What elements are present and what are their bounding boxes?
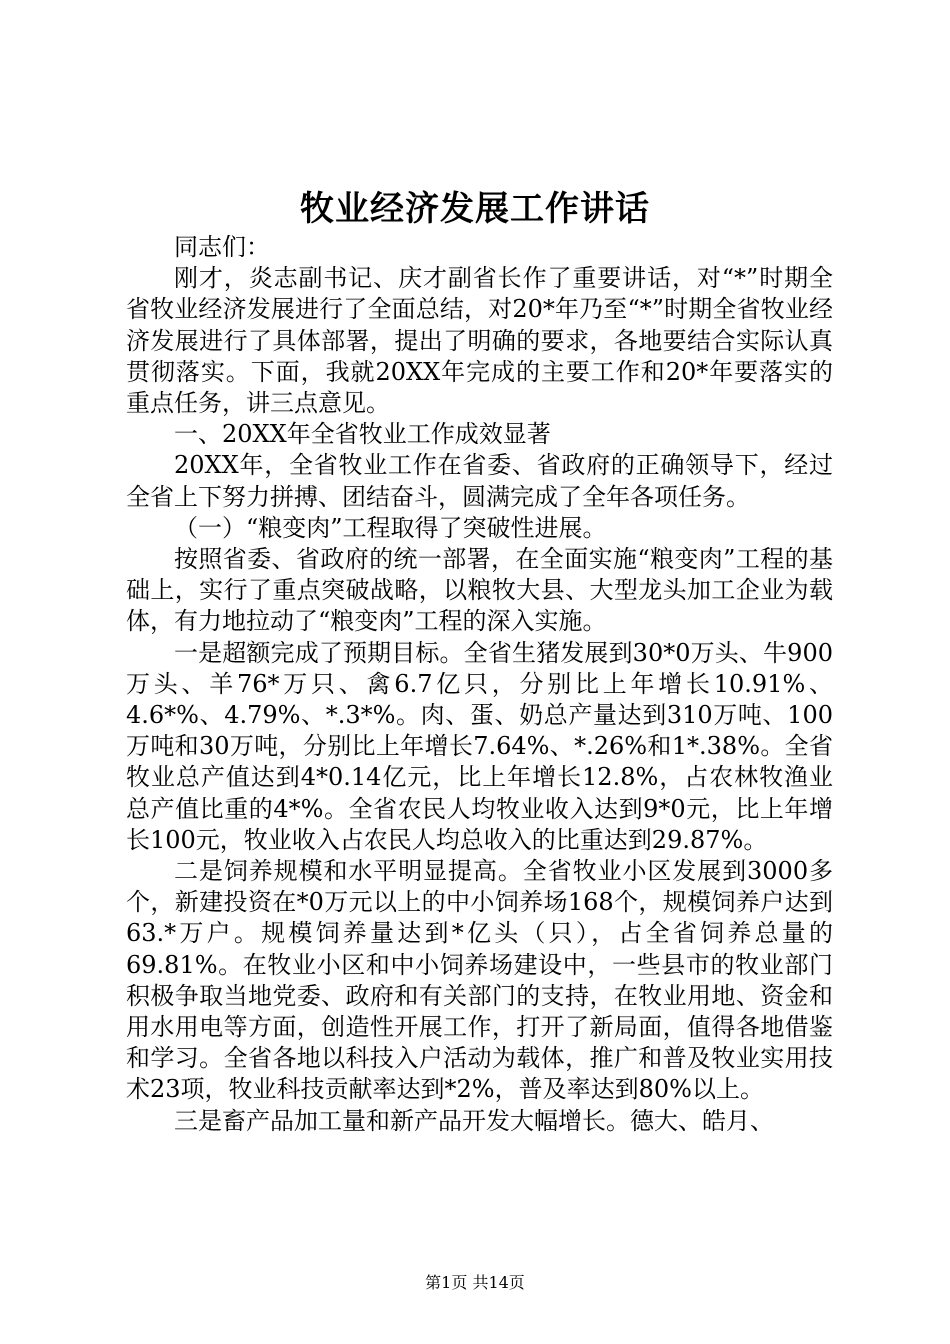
document-title: 牧业经济发展工作讲话 — [300, 189, 650, 229]
subsection-heading-1: （一）“粮变肉”工程取得了突破性进展。 — [174, 513, 607, 542]
point-1-paragraph: 一是超额完成了预期目标。全省生猪发展到30*0万头、牛900万头、羊76*万只、禽6.7亿只，分别比上年增长10.91%、4.6*%、4.79%、*.3*%。肉、蛋、奶总产量达到310万吨、100万吨和30万吨，分别比上年增长7.64%、*.26%和1*.38%。全省牧业总产值达到4*0.14亿元，比上年增长12.8%，占农林牧渔业总产值比重的4*%。全省农民人均牧业收入达到9*0元，比上年增长100元，牧业收入占农民人均总收入的比重达到29.87%。 — [126, 638, 833, 854]
point-3-paragraph: 三是畜产品加工量和新产品开发大幅增长。德大、皓月、 — [174, 1106, 774, 1135]
section-1-summary-paragraph: 20XX年，全省牧业工作在省委、省政府的正确领导下，经过全省上下努力拼搏、团结奋斗，圆满完成了全年各项任务。 — [126, 451, 833, 511]
subsection-1-paragraph: 按照省委、省政府的统一部署，在全面实施“粮变肉”工程的基础上，实行了重点突破战略，以粮牧大县、大型龙头加工企业为载体，有力地拉动了“粮变肉”工程的深入实施。 — [126, 545, 833, 636]
page-number-footer: 第1页 共14页 — [425, 1273, 525, 1292]
intro-paragraph: 刚才，炎志副书记、庆才副省长作了重要讲话，对“*”时期全省牧业经济发展进行了全面总结，对20*年乃至“*”时期全省牧业经济发展进行了具体部署，提出了明确的要求，各地要结合实际认真贯彻落实。下面，我就20XX年完成的主要工作和20*年要落实的重点任务，讲三点意见。 — [126, 264, 833, 418]
section-heading-1: 一、20XX年全省牧业工作成效显著 — [174, 420, 551, 449]
document-body — [126, 232, 833, 1137]
salutation-paragraph: 同志们： — [174, 233, 270, 261]
point-2-paragraph: 二是饲养规模和水平明显提高。全省牧业小区发展到3000多个，新建投资在*0万元以上的中小饲养场168个，规模饲养户达到63.*万户。规模饲养量达到*亿头（只），占全省饲养总量的69.81%。在牧业小区和中小饲养场建设中，一些县市的牧业部门积极争取当地党委、政府和有关部门的支持，在牧业用地、资金和用水用电等方面，创造性开展工作，打开了新局面，值得各地借鉴和学习。全省各地以科技入户活动为载体，推广和普及牧业实用技术23项，牧业科技贡献率达到*2%，普及率达到80%以上。 — [126, 857, 833, 1104]
